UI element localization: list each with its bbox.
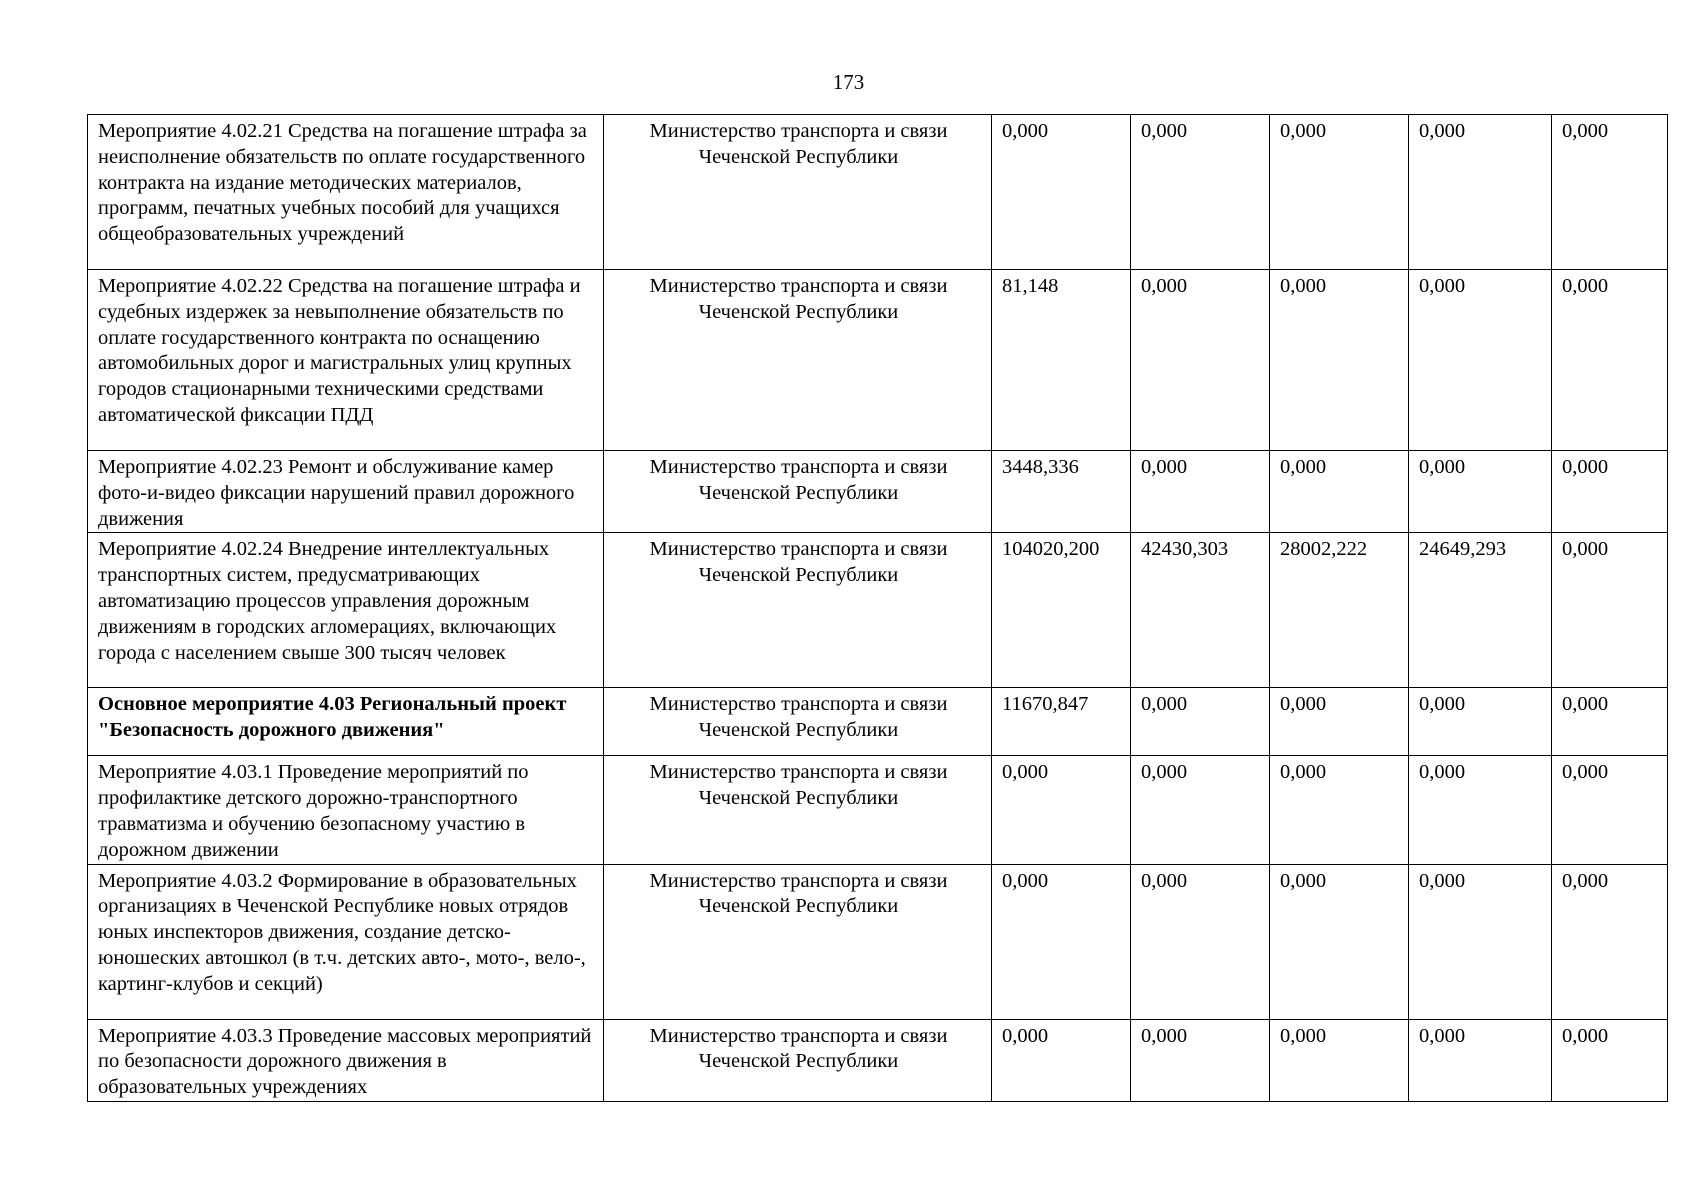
executor: Министерство транспорта и связи Чеченской Республики bbox=[604, 451, 992, 533]
value-cell: 42430,303 bbox=[1131, 533, 1270, 688]
measure-name: Мероприятие 4.03.1 Проведение мероприятий по профилактике детского дорожно-транспортного травматизма и обучению безопасному участию в дорожном движении bbox=[88, 756, 604, 864]
measure-name: Мероприятие 4.02.22 Средства на погашение штрафа и судебных издержек за невыполнение обязательств по оплате государственного контракта по оснащению автомобильных дорог и магистральных улиц крупных городов стационарными техническими средствами автоматической фиксации ПДД bbox=[88, 270, 604, 451]
value-cell: 0,000 bbox=[1131, 270, 1270, 451]
value-cell: 0,000 bbox=[1131, 451, 1270, 533]
value-cell: 28002,222 bbox=[1270, 533, 1409, 688]
measure-name: Мероприятие 4.02.24 Внедрение интеллектуальных транспортных систем, предусматривающих автоматизацию процессов управления дорожным движениям в городских агломерациях, включающих города с населением свыше 300 тысяч человек bbox=[88, 533, 604, 688]
value-cell: 0,000 bbox=[1409, 270, 1552, 451]
value-cell: 0,000 bbox=[1131, 864, 1270, 1019]
value-cell: 0,000 bbox=[1270, 451, 1409, 533]
value-cell: 0,000 bbox=[1409, 451, 1552, 533]
value-cell: 11670,847 bbox=[992, 688, 1131, 756]
value-cell: 0,000 bbox=[1552, 115, 1668, 270]
value-cell: 0,000 bbox=[1552, 688, 1668, 756]
value-cell: 0,000 bbox=[1270, 1019, 1409, 1101]
table-row bbox=[88, 864, 1668, 1019]
value-cell: 0,000 bbox=[992, 1019, 1131, 1101]
value-cell: 0,000 bbox=[1270, 115, 1409, 270]
value-cell: 0,000 bbox=[1409, 115, 1552, 270]
value-cell: 0,000 bbox=[1270, 688, 1409, 756]
value-cell: 0,000 bbox=[1552, 533, 1668, 688]
executor: Министерство транспорта и связи Чеченской Республики bbox=[604, 115, 992, 270]
value-cell: 0,000 bbox=[992, 115, 1131, 270]
program-measures-table bbox=[87, 114, 1668, 1102]
value-cell: 24649,293 bbox=[1409, 533, 1552, 688]
value-cell: 0,000 bbox=[1409, 756, 1552, 864]
table-row bbox=[88, 451, 1668, 533]
value-cell: 0,000 bbox=[992, 756, 1131, 864]
table-row bbox=[88, 688, 1668, 756]
value-cell: 0,000 bbox=[1131, 1019, 1270, 1101]
table-row bbox=[88, 115, 1668, 270]
measure-name: Мероприятие 4.03.2 Формирование в образовательных организациях в Чеченской Республике новых отрядов юных инспекторов движения, создание детско-юношеских автошкол (в т.ч. детских авто-, мото-, вело-, картинг-клубов и секций) bbox=[88, 864, 604, 1019]
value-cell: 0,000 bbox=[1409, 688, 1552, 756]
executor: Министерство транспорта и связи Чеченской Республики bbox=[604, 270, 992, 451]
executor: Министерство транспорта и связи Чеченской Республики bbox=[604, 688, 992, 756]
value-cell: 0,000 bbox=[1270, 864, 1409, 1019]
value-cell: 0,000 bbox=[1131, 688, 1270, 756]
table-row bbox=[88, 533, 1668, 688]
value-cell: 0,000 bbox=[1409, 864, 1552, 1019]
value-cell: 0,000 bbox=[1131, 115, 1270, 270]
value-cell: 0,000 bbox=[1552, 864, 1668, 1019]
value-cell: 0,000 bbox=[1270, 756, 1409, 864]
value-cell: 104020,200 bbox=[992, 533, 1131, 688]
table-row bbox=[88, 270, 1668, 451]
value-cell: 0,000 bbox=[1409, 1019, 1552, 1101]
value-cell: 3448,336 bbox=[992, 451, 1131, 533]
table-row bbox=[88, 1019, 1668, 1101]
measure-name: Мероприятие 4.02.23 Ремонт и обслуживание камер фото-и-видео фиксации нарушений правил дорожного движения bbox=[88, 451, 604, 533]
executor: Министерство транспорта и связи Чеченской Республики bbox=[604, 533, 992, 688]
value-cell: 0,000 bbox=[1552, 270, 1668, 451]
measure-name: Мероприятие 4.03.3 Проведение массовых мероприятий по безопасности дорожного движения в образовательных учреждениях bbox=[88, 1019, 604, 1101]
value-cell: 0,000 bbox=[1270, 270, 1409, 451]
main-measure-name: Основное мероприятие 4.03 Региональный проект "Безопасность дорожного движения" bbox=[88, 688, 604, 756]
value-cell: 0,000 bbox=[1552, 451, 1668, 533]
executor: Министерство транспорта и связи Чеченской Республики bbox=[604, 864, 992, 1019]
measure-name: Мероприятие 4.02.21 Средства на погашение штрафа за неисполнение обязательств по оплате государственного контракта на издание методических материалов, программ, печатных учебных пособий для учащихся общеобразовательных учреждений bbox=[88, 115, 604, 270]
page-number: 173 bbox=[832, 70, 865, 94]
value-cell: 0,000 bbox=[992, 864, 1131, 1019]
executor: Министерство транспорта и связи Чеченской Республики bbox=[604, 1019, 992, 1101]
value-cell: 81,148 bbox=[992, 270, 1131, 451]
executor: Министерство транспорта и связи Чеченской Республики bbox=[604, 756, 992, 864]
value-cell: 0,000 bbox=[1552, 756, 1668, 864]
value-cell: 0,000 bbox=[1131, 756, 1270, 864]
value-cell: 0,000 bbox=[1552, 1019, 1668, 1101]
table-row bbox=[88, 756, 1668, 864]
